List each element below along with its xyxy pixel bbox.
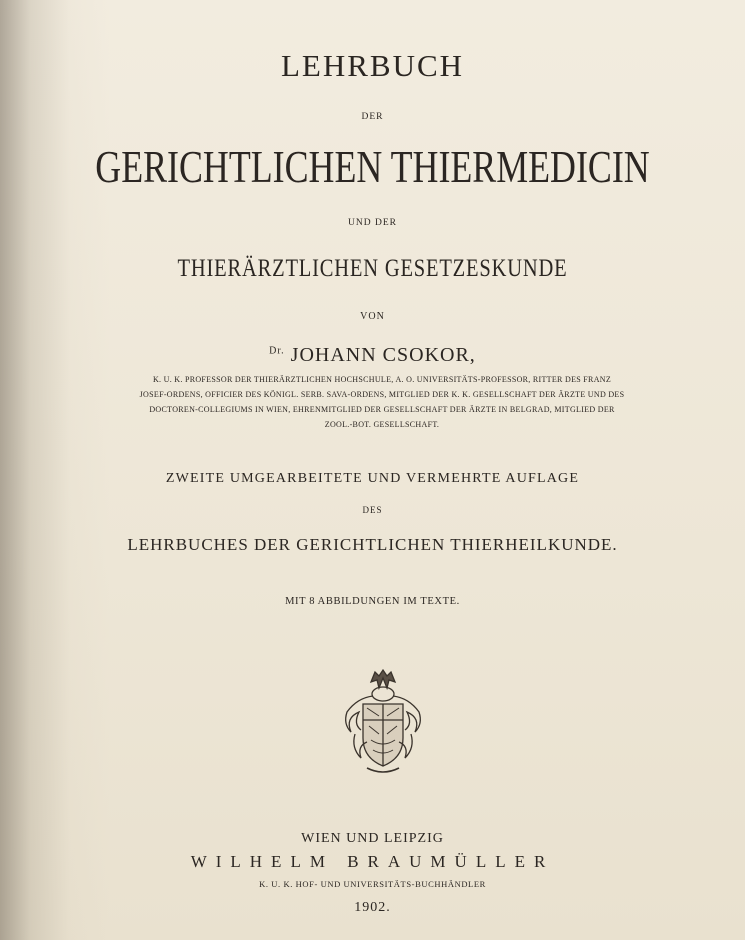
publication-places: WIEN UND LEIPZIG (301, 831, 444, 846)
author-prefix: Dr. (269, 345, 285, 357)
connector-von: VON (360, 311, 385, 322)
credits-line: DOCTOREN-COLLEGIUMS IN WIEN, EHRENMITGLIED DER GESELLSCHAFT DER ÄRZTE IN BELGRAD, MITGLIED DER (149, 405, 615, 414)
book-title: LEHRBUCH (280, 48, 465, 83)
publisher-name: WILHELM BRAUMÜLLER (190, 852, 555, 871)
connector-des: DES (362, 505, 383, 515)
publisher-crest-icon (337, 668, 429, 778)
publisher-role: K. U. K. HOF- UND UNIVERSITÄTS-BUCHHÄNDLER (259, 879, 486, 889)
credits-line: JOSEF-ORDENS, OFFICIER DES KÖNIGL. SERB. SAVA-ORDENS, MITGLIED DER K. K. GESELLSCHAFT DER ÄRZTE UND DES (139, 390, 625, 399)
publication-year: 1902. (354, 900, 391, 915)
author-credits (92, 372, 672, 432)
author (0, 344, 745, 367)
connector-der: DER (361, 112, 384, 122)
credits-line: K. U. K. PROFESSOR DER THIERÄRZTLICHEN HOCHSCHULE, A. O. UNIVERSITÄTS-PROFESSOR, RITTER DES FRANZ (152, 375, 612, 384)
edition-note: ZWEITE UMGEARBEITETE UND VERMEHRTE AUFLAGE (165, 471, 580, 486)
illustrations-note: MIT 8 ABBILDUNGEN IM TEXTE. (285, 596, 460, 607)
credits-line: ZOOL.-BOT. GESELLSCHAFT. (324, 420, 440, 429)
main-title: GERICHTLICHEN THIERMEDICIN (95, 141, 650, 192)
connector-und-der: UND DER (348, 218, 397, 228)
previous-title: LEHRBUCHES DER GERICHTLICHEN THIERHEILKUNDE. (127, 535, 618, 554)
subtitle: THIERÄRZTLICHEN GESETZESKUNDE (177, 255, 568, 282)
author-name: JOHANN CSOKOR, (290, 344, 476, 366)
